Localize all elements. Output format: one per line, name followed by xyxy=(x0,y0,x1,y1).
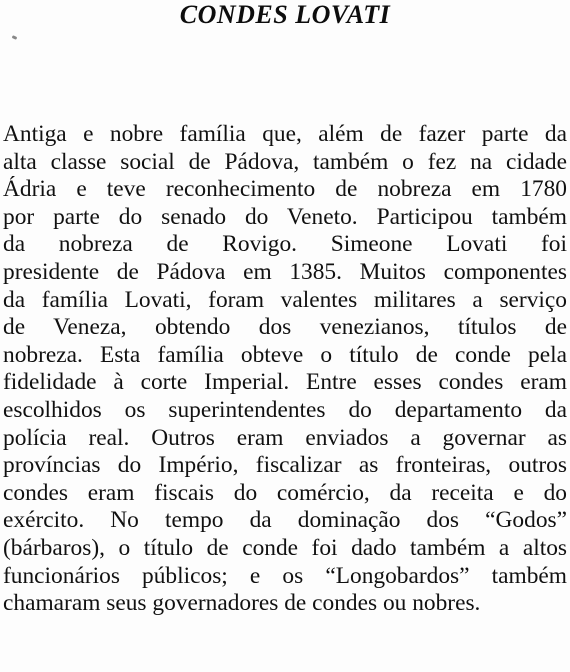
paragraph-line: de Veneza, obtendo dos venezianos, títulos de xyxy=(3,314,567,341)
paragraph-line: províncias do Império, fiscalizar as fronteiras, outros xyxy=(3,452,567,479)
paragraph-line: Antiga e nobre família que, além de fazer parte da xyxy=(3,121,567,147)
paragraph-line: funcionários públicos; e os “Longobardos” também xyxy=(3,562,567,589)
paragraph-line: polícia real. Outros eram enviados a governar as xyxy=(3,424,567,451)
paragraph-line: chamaram seus governadores de condes ou nobres. xyxy=(3,590,481,617)
paragraph-line: escolhidos os superintendentes do departamento da xyxy=(3,396,567,423)
paragraph-line: exército. No tempo da dominação dos “Godos” xyxy=(3,507,567,534)
paragraph-line: alta classe social de Pádova, também o fez na cidade xyxy=(3,148,567,175)
paragraph-line: (bárbaros), o título de conde foi dado também a altos xyxy=(3,534,567,561)
paragraph-line: nobreza. Esta família obteve o título de conde pela xyxy=(3,341,567,368)
paragraph-line: da família Lovati, foram valentes militares a serviço xyxy=(3,286,567,313)
paragraph-line: da nobreza de Rovigo. Simeone Lovati foi xyxy=(3,231,567,258)
paragraph-line: por parte do senado do Veneto. Participou também xyxy=(3,203,567,230)
scan-speck xyxy=(12,35,18,40)
paragraph-line: condes eram fiscais do comércio, da receita e do xyxy=(3,479,567,506)
paragraph-line: Ádria e teve reconhecimento de nobreza em 1780 xyxy=(3,176,567,203)
paragraph-line: presidente de Pádova em 1385. Muitos componentes xyxy=(3,258,567,285)
body-paragraph xyxy=(3,121,567,618)
page-title: CONDES LOVATI xyxy=(179,0,391,29)
paragraph-line: fidelidade à corte Imperial. Entre esses condes eram xyxy=(3,369,567,396)
